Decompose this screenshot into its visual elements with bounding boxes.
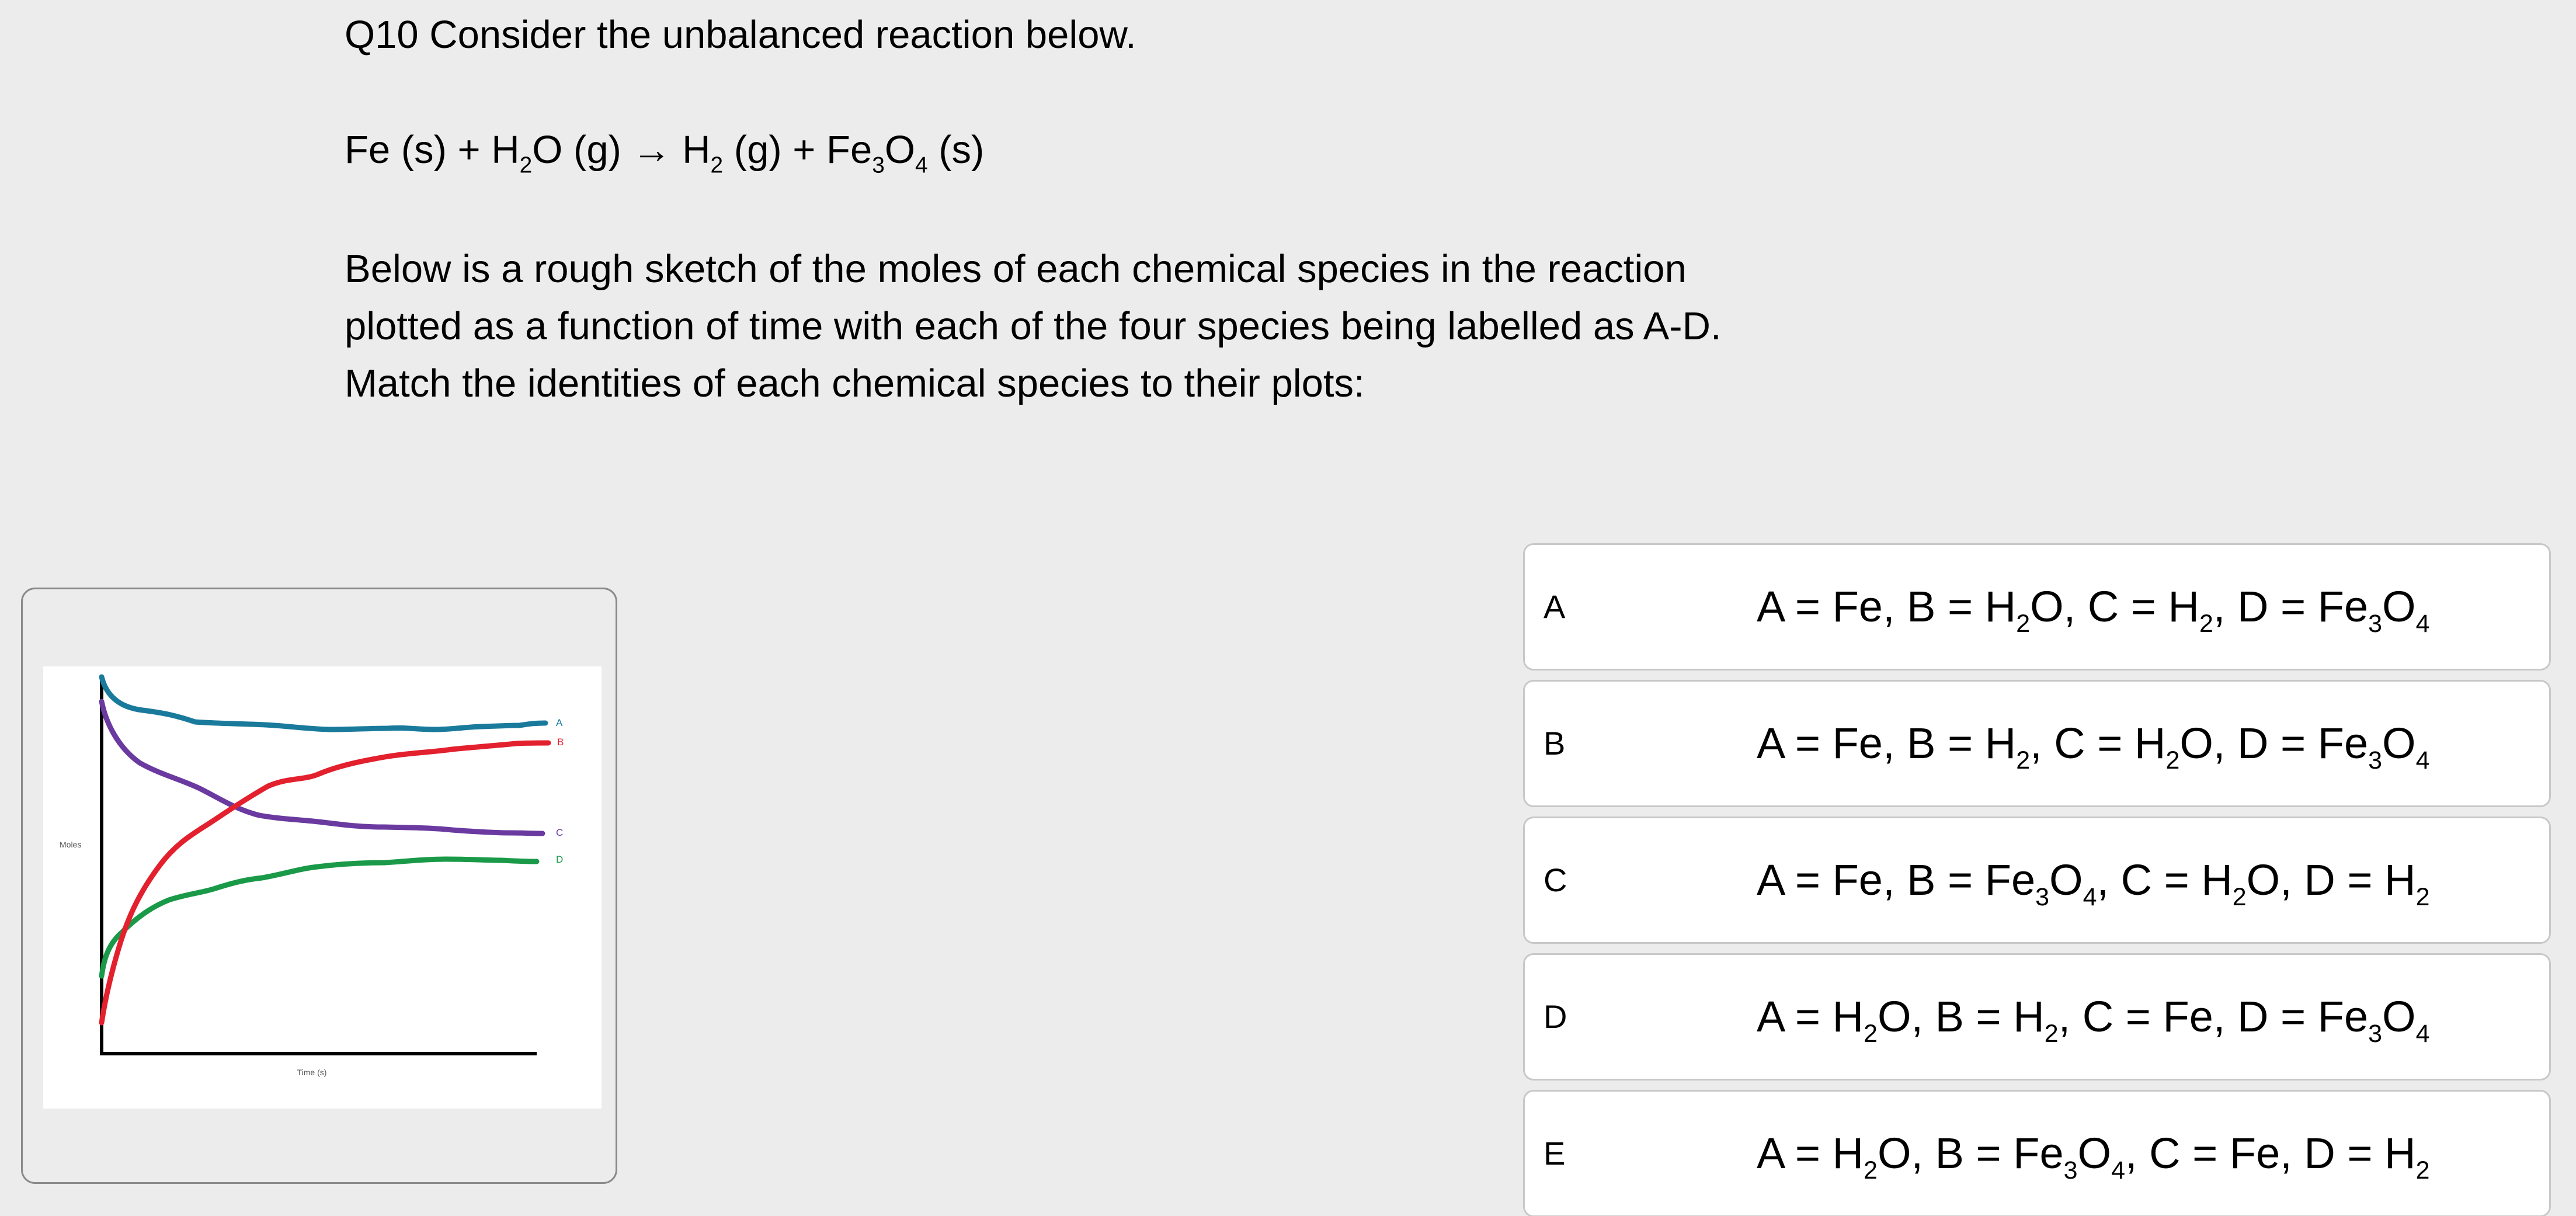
description-line: Below is a rough sketch of the moles of each chemical species in the reaction [345, 247, 1687, 291]
equation-part: (g) + Fe [723, 128, 872, 172]
option-letter: C [1543, 861, 1567, 898]
question-description [345, 241, 1863, 412]
curve-a [102, 677, 545, 729]
option-text: $A = H_2O$, $B = H_2$, C = Fe, $D = Fe_3O_4$ [1757, 992, 2430, 1048]
curve-d [102, 859, 537, 976]
question-block [345, 11, 1863, 412]
answer-option-a[interactable] [1523, 543, 2551, 670]
xlabel: Time (s) [297, 1068, 327, 1077]
answer-option-e[interactable] [1523, 1090, 2551, 1216]
equation-subscript: 4 [915, 152, 928, 178]
label-d: D [556, 854, 564, 865]
curve-c [102, 701, 543, 833]
option-text: $A = H_2O$, $B = Fe_3O_4$, C = Fe, $D = H_2$ [1757, 1129, 2430, 1185]
description-line: Match the identities of each chemical species to their plots: [345, 362, 1365, 405]
option-text: A = Fe, $B = H_2$, $C = H_2O$, $D = Fe_3O_4$ [1757, 719, 2430, 775]
graph-card [21, 588, 617, 1184]
label-c: C [556, 827, 564, 838]
equation-subscript: 3 [872, 152, 885, 178]
sketch-svg [43, 666, 602, 1109]
option-letter: B [1543, 725, 1566, 762]
label-b: B [557, 736, 564, 748]
option-letter: A [1543, 588, 1566, 625]
answer-option-c[interactable] [1523, 817, 2551, 944]
option-letter: D [1543, 998, 1567, 1035]
curve-b [102, 743, 548, 1023]
answer-option-d[interactable] [1523, 953, 2551, 1080]
option-text: A = Fe, $B = Fe_3O_4$, $C = H_2O$, $D = H_2$ [1757, 856, 2430, 912]
question-title: Q10 Consider the unbalanced reaction below. [345, 13, 1136, 57]
reaction-equation [345, 126, 1863, 178]
equation-part: O (g) → H [532, 128, 711, 172]
answer-option-b[interactable] [1523, 680, 2551, 807]
equation-subscript: 2 [710, 152, 724, 178]
label-a: A [556, 717, 563, 728]
equation-part: O [884, 128, 915, 172]
description-line: plotted as a function of time with each of the four species being labelled as A-D. [345, 304, 1722, 348]
answer-options [1523, 543, 2551, 1216]
option-letter: E [1543, 1135, 1566, 1172]
moles-vs-time-sketch [43, 666, 602, 1109]
equation-part: (s) [927, 128, 985, 172]
ylabel: Moles [60, 840, 82, 849]
equation-part: Fe (s) + H [345, 128, 520, 172]
option-text: A = Fe, $B = H_2O$, $C = H_2$, $D = Fe_3O_4$ [1757, 582, 2430, 638]
equation-subscript: 2 [519, 152, 533, 178]
